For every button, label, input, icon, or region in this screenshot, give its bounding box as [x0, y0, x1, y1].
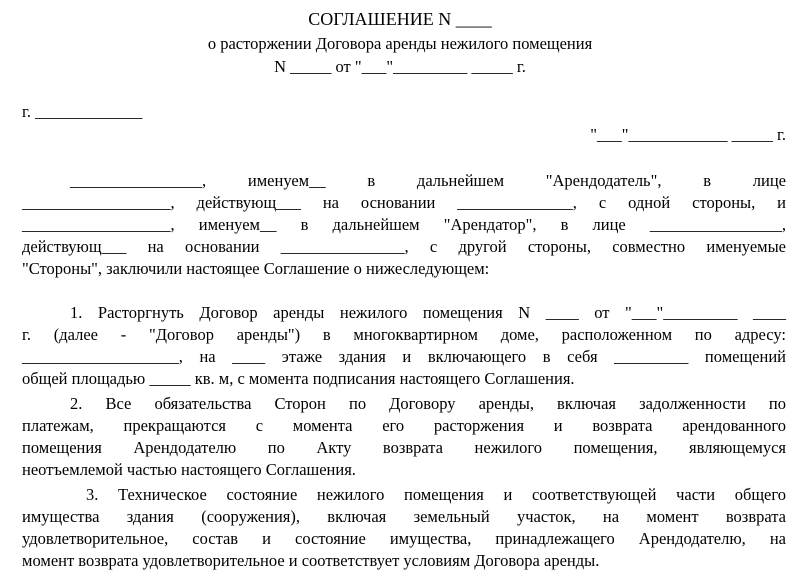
date-line: "___"____________ _____ г.: [590, 125, 786, 144]
clause-2-line: 2. Все обязательства Сторон по Договору аренды, включая задолженности по: [70, 394, 786, 413]
clause-3-line: удовлетворительное, состав и состояние имущества, принадлежащего Арендодателю, на: [22, 529, 786, 548]
clause-3-line: имущества здания (сооружения), включая земельный участок, на момент возврата: [22, 507, 786, 526]
clause-3-line: 3. Техническое состояние нежилого помещения и соответствующей части общего: [86, 485, 786, 504]
preamble-line: __________________, именуем__ в дальнейшем "Арендатор", в лице ________________,: [22, 215, 786, 234]
clause-1-line: ___________________, на ____ этаже здания и включающего в себя _________ помещений: [22, 347, 786, 366]
clause-1-line: общей площадью _____ кв. м, с момента подписания настоящего Соглашения.: [22, 369, 575, 388]
document-title: СОГЛАШЕНИЕ N ____: [308, 9, 492, 29]
clause-2-line: помещения Арендодателю по Акту возврата нежилого помещения, являющемуся: [22, 438, 786, 457]
clause-2-line: неотъемлемой частью настоящего Соглашения.: [22, 460, 356, 479]
city-line: г. _____________: [22, 102, 143, 121]
preamble-line: ________________, именуем__ в дальнейшем "Арендодатель", в лице: [70, 171, 786, 190]
preamble-line: "Стороны", заключили настоящее Соглашение о нижеследующем:: [22, 259, 490, 278]
clause-3-line: момент возврата удовлетворительное и соответствует условиям Договора аренды.: [22, 551, 600, 570]
preamble-line: __________________, действующ___ на основании ______________, с одной стороны, и: [22, 193, 786, 212]
clause-2-line: платежам, прекращаются с момента его расторжения и возврата арендованного: [22, 416, 786, 435]
preamble-line: действующ___ на основании _______________, с другой стороны, совместно именуемые: [22, 237, 786, 256]
clause-1-line: 1. Расторгнуть Договор аренды нежилого помещения N ____ от "___"_________ ____: [70, 303, 786, 322]
document-subtitle: о расторжении Договора аренды нежилого помещения: [207, 34, 593, 53]
clause-1-line: г. (далее - "Договор аренды") в многоквартирном доме, расположенном по адресу:: [22, 325, 786, 344]
document-number-line: N _____ от "___"_________ _____ г.: [274, 57, 526, 76]
